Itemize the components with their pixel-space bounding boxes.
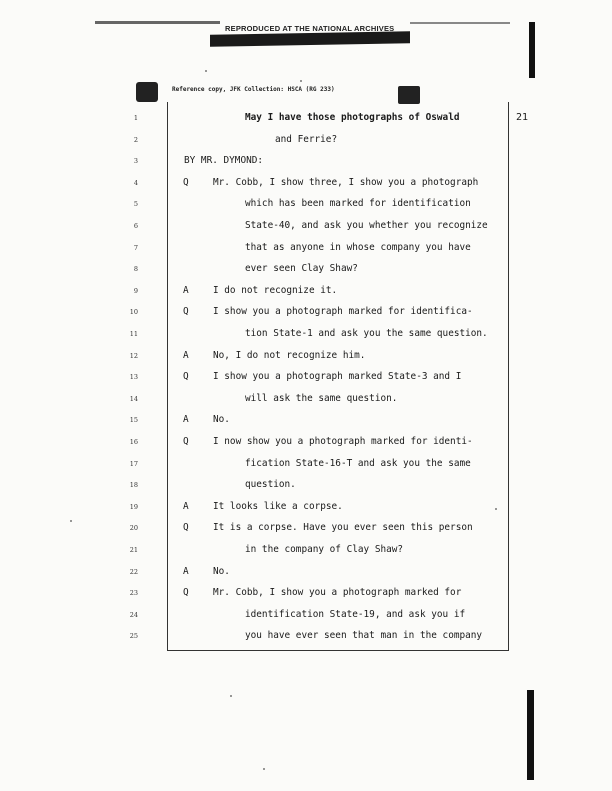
transcript-line: No.: [213, 414, 230, 426]
scan-streak: [95, 21, 220, 24]
transcript-line: It looks like a corpse.: [213, 500, 343, 512]
page-number: 21: [516, 112, 529, 123]
transcript-line: ever seen Clay Shaw?: [245, 263, 358, 275]
transcript-line: It is a corpse. Have you ever seen this person: [213, 522, 473, 534]
transcript-line: you have ever seen that man in the company: [245, 630, 483, 642]
line-number: 16: [129, 438, 138, 446]
transcript-line: question.: [245, 479, 296, 491]
ink-blot: [136, 82, 158, 102]
speaker-label: A: [183, 414, 189, 426]
reference-copy-label: Reference copy, JFK Collection: HSCA (RG 233): [172, 86, 335, 93]
speck: [300, 80, 302, 82]
speaker-label: A: [183, 284, 189, 296]
speaker-label: Q: [183, 587, 189, 599]
line-number: 2: [133, 135, 138, 144]
transcript-line: identification State-19, and ask you if: [245, 608, 466, 620]
line-number: 17: [129, 459, 138, 468]
line-number: 6: [133, 222, 138, 230]
transcript-line: May I have those photographs of Oswald: [245, 112, 460, 123]
line-number: 11: [129, 330, 138, 338]
line-number: 5: [133, 200, 138, 209]
line-number: 20: [129, 524, 138, 533]
line-number: 23: [129, 589, 138, 598]
transcript-line: Mr. Cobb, I show three, I show you a photograph: [213, 176, 479, 188]
speaker-label: A: [183, 500, 189, 512]
transcript-line: Mr. Cobb, I show you a photograph marked for: [213, 587, 462, 599]
transcript-line: I show you a photograph marked State-3 and I: [213, 371, 462, 383]
transcript-line: and Ferrie?: [275, 133, 338, 145]
line-number: 10: [129, 308, 138, 317]
speck: [205, 70, 207, 72]
line-number: 7: [133, 243, 138, 252]
transcript-line: I now show you a photograph marked for identi-: [213, 436, 473, 447]
speck: [70, 520, 72, 522]
line-number: 15: [129, 416, 138, 425]
transcript-line: tion State-1 and ask you the same question.: [245, 328, 488, 339]
transcript-line: which has been marked for identification: [245, 198, 471, 210]
line-number: 25: [129, 632, 138, 641]
line-number: 24: [129, 610, 138, 619]
line-number: 13: [129, 373, 138, 382]
speaker-label: A: [183, 565, 189, 577]
line-number: 1: [133, 114, 138, 122]
transcript-line: will ask the same question.: [245, 392, 398, 404]
transcript-line: State-40, and ask you whether you recognize: [245, 220, 488, 231]
transcript-line: No.: [213, 565, 230, 577]
transcript-line: in the company of Clay Shaw?: [245, 544, 404, 555]
transcript-line: BY MR. DYMOND:: [184, 155, 264, 167]
line-number: 22: [129, 567, 138, 576]
speaker-label: Q: [183, 522, 189, 534]
archive-stamp-bar: [210, 31, 410, 46]
speaker-label: Q: [183, 371, 189, 383]
speaker-label: Q: [183, 436, 189, 447]
scan-edge-bar: [529, 22, 535, 78]
speaker-label: A: [183, 349, 189, 361]
transcript-line: No, I do not recognize him.: [213, 349, 366, 361]
transcript-line: that as anyone in whose company you have: [245, 241, 471, 253]
line-number: 14: [129, 394, 138, 403]
speaker-label: Q: [183, 176, 189, 188]
scan-edge-bar: [527, 690, 534, 780]
line-number: 8: [133, 265, 138, 274]
line-number: 4: [133, 178, 138, 187]
transcript-line: I do not recognize it.: [213, 284, 338, 296]
line-number: 12: [129, 351, 138, 360]
line-number: 21: [129, 546, 138, 554]
speck: [263, 768, 265, 770]
speck: [495, 508, 497, 510]
line-number: 19: [129, 502, 138, 511]
scan-streak: [410, 22, 510, 24]
line-number: 9: [133, 286, 138, 295]
archive-stamp: REPRODUCED AT THE NATIONAL ARCHIVES: [225, 24, 395, 33]
line-number: 18: [129, 481, 138, 490]
line-number: 3: [133, 157, 138, 166]
transcript-line: I show you a photograph marked for identifica-: [213, 306, 473, 318]
speck: [230, 695, 232, 697]
transcript-line: fication State-16-T and ask you the same: [245, 457, 471, 469]
speaker-label: Q: [183, 306, 189, 318]
